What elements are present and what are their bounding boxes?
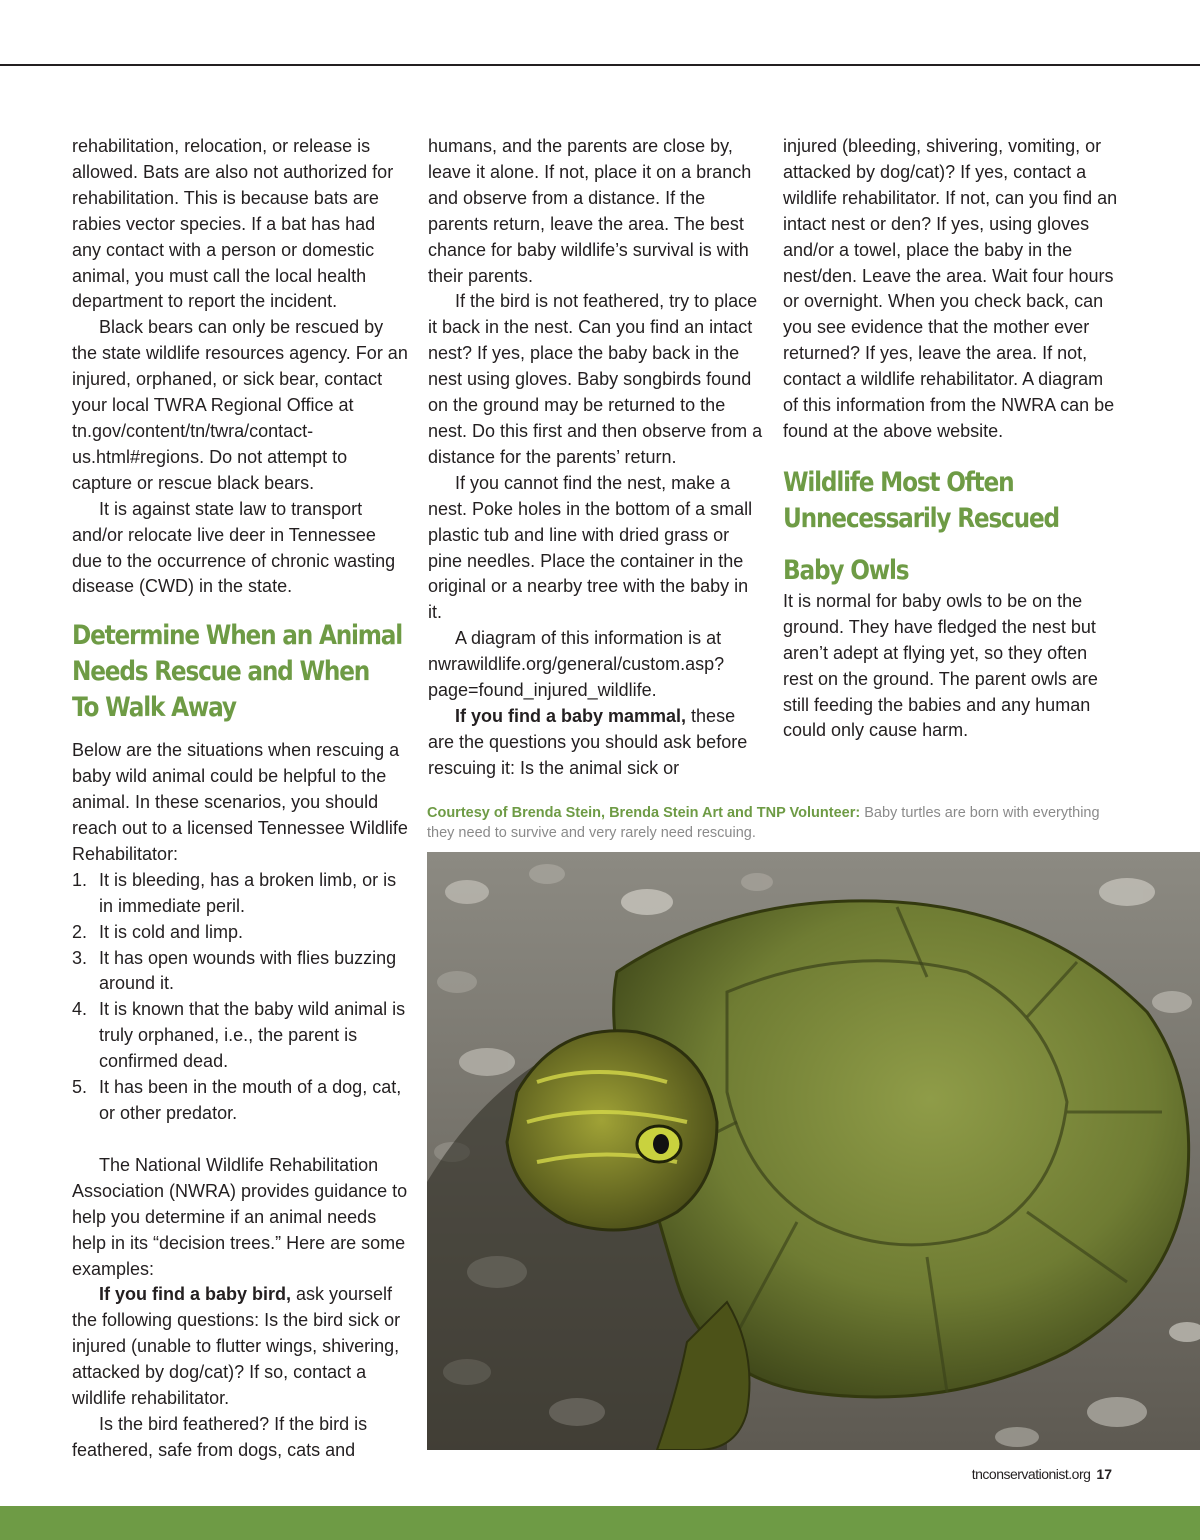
caption-text: Baby turtles are born with everything they need to survive and very rarely need rescuing. bbox=[427, 805, 1100, 841]
list-text: It is bleeding, has a broken limb, or is in immediate peril. bbox=[99, 869, 397, 916]
paragraph-nwra: The National Wildlife Rehabilitation Association (NWRA) provides guidance to help you determine if an animal needs help in its “decision trees.” Here are some examples: bbox=[72, 1154, 408, 1279]
heading-line: To Walk Away bbox=[72, 692, 236, 724]
page-number: 17 bbox=[1096, 1466, 1112, 1482]
list-number: 2. bbox=[72, 921, 88, 942]
paragraph-baby-mammal bbox=[428, 704, 764, 782]
paragraph-situations: Below are the situations when rescuing a baby wild animal could be helpful to the animal. In these scenarios, you should reach out to a licensed Tennessee Wildlife Rehabilitator: bbox=[72, 740, 408, 864]
paragraph-make-nest: If you cannot find the nest, make a nest. Poke holes in the bottom of a small plastic tub and line with dried grass or pine needles. Place the container in the original or a nearby tree with the baby in it. bbox=[428, 472, 753, 623]
bold-lead-baby-mammal: If you find a baby mammal, bbox=[455, 705, 687, 726]
list-item bbox=[72, 1075, 408, 1127]
paragraph-deer: It is against state law to transport and/or relocate live deer in Tennessee due to the occurrence of chronic wasting disease (CWD) in the state. bbox=[72, 498, 396, 597]
paragraph-mammal-questions: injured (bleeding, shivering, vomiting, or attacked by dog/cat)? If yes, contact a wildlife rehabilitator. If not, can you find an intact nest or den? If yes, using gloves and/or a towel, place the baby in the nest/den. Leave the area. Wait four hours or overnight. When you check back, can you see evidence that the mother ever returned? If yes, leave the area. If not, contact a wildlife rehabilitator. A diagram of this information from the NWRA can be found at the above website. bbox=[783, 136, 1118, 441]
page-footer bbox=[900, 1466, 1112, 1482]
paragraph-baby-mammal-text: these are the questions you should ask before rescuing it: Is the animal sick or bbox=[428, 705, 748, 778]
heading-determine-rescue bbox=[72, 618, 403, 726]
paragraph-parents: humans, and the parents are close by, leave it alone. If not, place it on a branch and observe from a distance. If the parents return, leave the area. The best chance for baby wildlife’s survival is with their parents. bbox=[428, 136, 752, 286]
photo-caption bbox=[427, 803, 1127, 843]
list-item bbox=[72, 920, 408, 946]
list-number: 5. bbox=[72, 1077, 88, 1098]
paragraph-feathered: Is the bird feathered? If the bird is feathered, safe from dogs, cats and bbox=[72, 1413, 368, 1460]
rescue-criteria-list bbox=[72, 868, 408, 1127]
paragraph-baby-owls: It is normal for baby owls to be on the ground. They have fledged the nest but aren’t adept at flying yet, so they often rest on the ground. The parent owls are still feeding the babies and any human could only cause harm. bbox=[783, 590, 1098, 741]
paragraph-diagram-link: A diagram of this information is at nwrawildlife.org/general/custom.asp?page=found_injured_wildlife. bbox=[428, 628, 725, 701]
paragraph-baby-bird bbox=[72, 1282, 408, 1412]
spacer bbox=[72, 1127, 408, 1153]
heading-line: Needs Rescue and When bbox=[72, 656, 370, 688]
list-item bbox=[72, 997, 408, 1075]
heading-most-unnecessarily-rescued bbox=[783, 465, 1072, 537]
list-item bbox=[72, 946, 408, 998]
photo-credit: Courtesy of Brenda Stein, Brenda Stein Art and TNP Volunteer: bbox=[427, 805, 861, 821]
turtle-photo bbox=[427, 852, 1200, 1450]
bold-lead-baby-bird: If you find a baby bird, bbox=[99, 1284, 292, 1305]
list-number: 4. bbox=[72, 999, 88, 1020]
column-3 bbox=[783, 134, 1119, 744]
footer-site: tnconservationist.org bbox=[971, 1466, 1091, 1482]
subheading-baby-owls: Baby Owls bbox=[783, 554, 909, 586]
turtle-illustration bbox=[427, 852, 1200, 1450]
bottom-color-bar bbox=[0, 1506, 1200, 1540]
list-item bbox=[72, 868, 408, 920]
paragraph-baby-bird-text: ask yourself the following questions: Is the bird sick or injured (unable to flutter wings, shivering, attacked by dog/cat)? If so, contact a wildlife rehabilitator. bbox=[72, 1284, 401, 1409]
list-text: It has been in the mouth of a dog, cat, or other predator. bbox=[99, 1077, 402, 1123]
heading-line: Unnecessarily Rescued bbox=[783, 502, 1059, 534]
column-1 bbox=[72, 134, 408, 1464]
list-text: It has open wounds with flies buzzing around it. bbox=[99, 947, 397, 994]
list-number: 1. bbox=[72, 869, 88, 890]
top-rule bbox=[0, 64, 1200, 66]
list-number: 3. bbox=[72, 947, 88, 968]
paragraph-not-feathered: If the bird is not feathered, try to place it back in the nest. Can you find an intact nest? If yes, place the baby back in the nest using gloves. Baby songbirds found on the ground may be returned to the nest. Do this first and then observe from a distance for the parents’ return. bbox=[428, 291, 763, 467]
list-text: It is known that the baby wild animal is truly orphaned, i.e., the parent is confirmed dead. bbox=[99, 999, 406, 1072]
heading-line: Wildlife Most Often bbox=[783, 466, 1014, 498]
column-2 bbox=[428, 134, 764, 782]
heading-line: Determine When an Animal bbox=[72, 620, 403, 652]
paragraph-bats: rehabilitation, relocation, or release is allowed. Bats are also not authorized for rehabilitation. This is because bats are rabies vector species. If a bat has had any contact with a person or domestic animal, you must call the local health department to report the incident. bbox=[72, 136, 394, 312]
list-text: It is cold and limp. bbox=[99, 921, 244, 942]
paragraph-black-bears: Black bears can only be rescued by the state wildlife resources agency. For an injured, orphaned, or sick bear, contact your local TWRA Regional Office at tn.gov/content/tn/twra/contact-us.html#regions. Do not attempt to capture or rescue black bears. bbox=[72, 317, 408, 493]
